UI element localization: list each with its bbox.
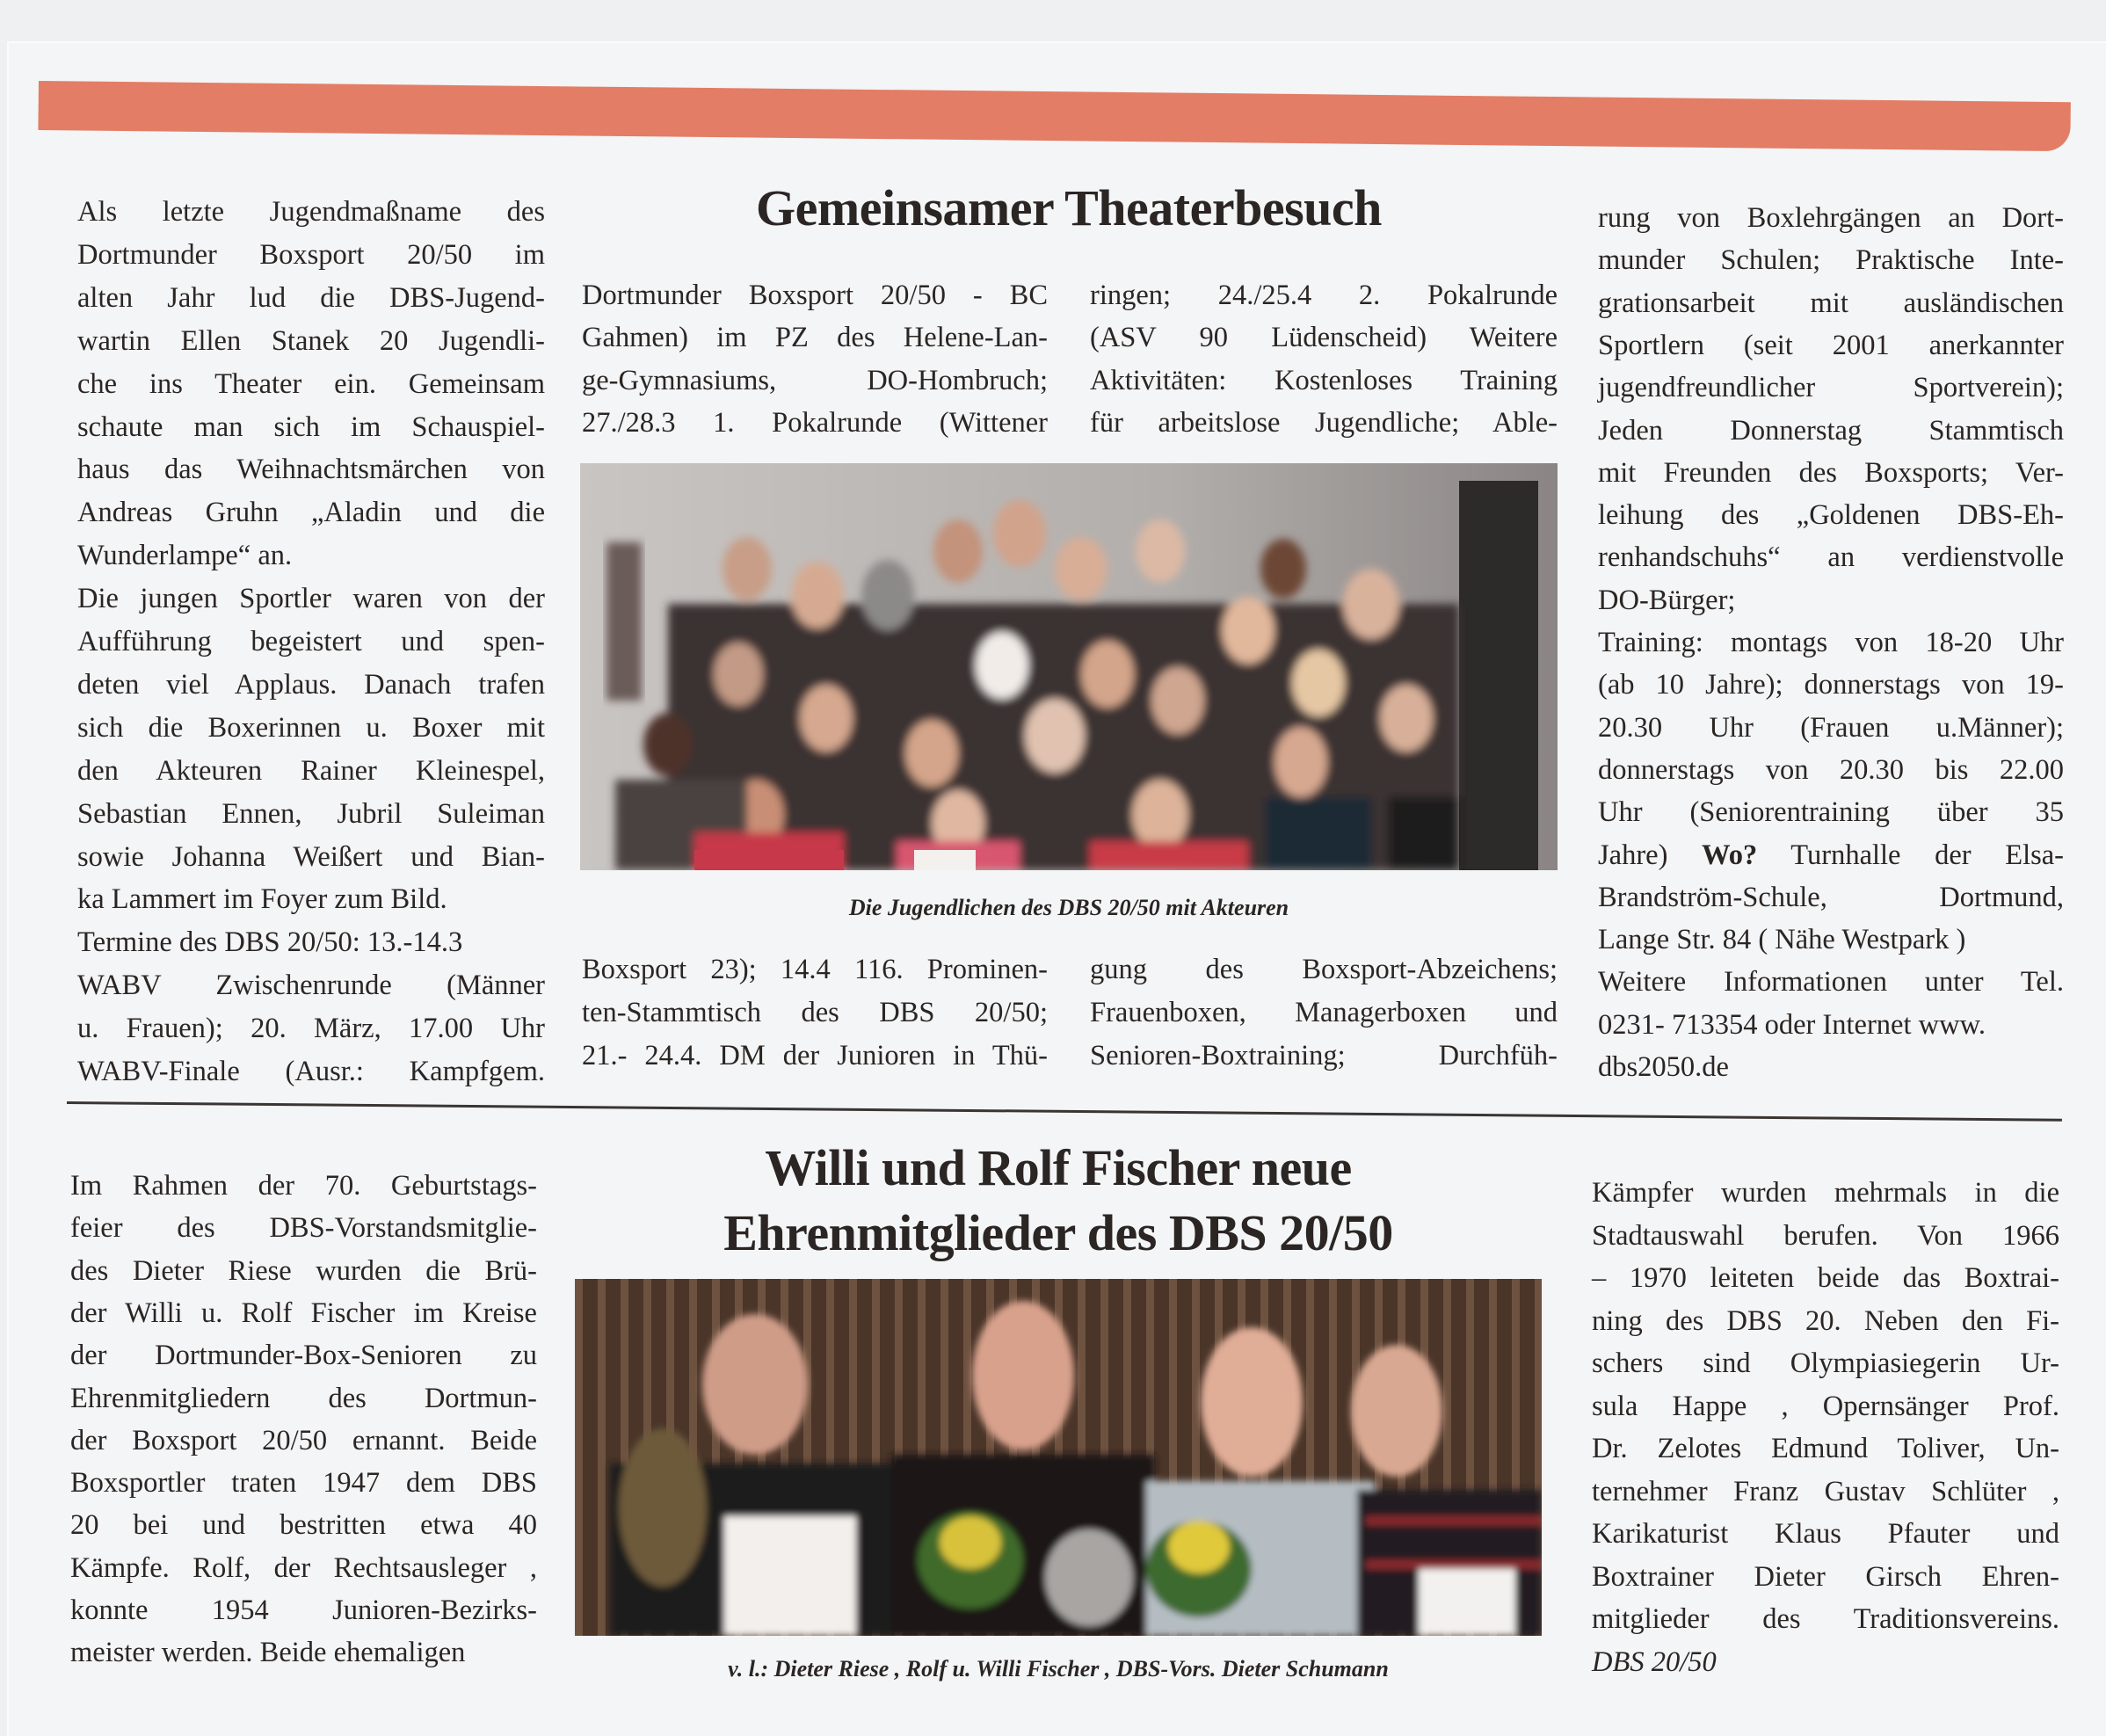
text-line: haus das Weihnachtsmärchen von [77, 454, 545, 486]
text-line: 27./28.3 1. Pokalrunde (Wittener [582, 406, 1048, 439]
text-line: ten-Stammtisch des DBS 20/50; [582, 997, 1048, 1028]
text-line: mitglieder des Traditionsvereins. [1592, 1603, 2059, 1635]
text-line: Frauenboxen, Managerboxen und [1090, 997, 1558, 1028]
text-line: Termine des DBS 20/50: 13.-14.3 [77, 926, 463, 959]
text-line: Brandström-Schule, Dortmund, [1598, 881, 2064, 913]
text-line: 0231- 713354 oder Internet www. [1598, 1008, 1986, 1041]
article-signature: DBS 20/50 [1592, 1645, 1717, 1678]
group-photo [580, 463, 1558, 870]
text-line: WABV Zwischenrunde (Männer [77, 970, 545, 1002]
text-line: des Dieter Riese wurden die Brü- [70, 1254, 537, 1287]
text-line: Dortmunder Boxsport 20/50 - BC [582, 280, 1048, 311]
text-line: schaute man sich im Schauspiel- [77, 410, 545, 443]
text-line: che ins Theater ein. Gemeinsam [77, 367, 545, 400]
text-line: Karikaturist Klaus Pfauter und [1592, 1518, 2059, 1550]
text-line: grationsarbeit mit ausländischen [1598, 287, 2064, 319]
text-line: konnte 1954 Junioren-Bezirks- [70, 1594, 537, 1626]
text-line: Stadtauswahl berufen. Von 1966 [1592, 1219, 2059, 1252]
text-line: Aufführung begeistert und spen- [77, 626, 545, 657]
text-line: ternehmer Franz Gustav Schlüter , [1592, 1475, 2059, 1507]
text-line: WABV-Finale (Ausr.: Kampfgem. [77, 1056, 545, 1087]
text-line: wartin Ellen Stanek 20 Jugendli- [77, 324, 545, 357]
text-line: ning des DBS 20. Neben den Fi- [1592, 1304, 2059, 1337]
text-line: Dr. Zelotes Edmund Toliver, Un- [1592, 1433, 2059, 1464]
text-line: 20.30 Uhr (Frauen u.Männer); [1598, 711, 2064, 744]
text-fragment: Turnhalle der Elsa- [1790, 839, 2064, 871]
text-line: schers sind Olympiasiegerin Ur- [1592, 1347, 2059, 1379]
text-line [1598, 834, 2064, 876]
text-line: 20 bei und bestritten etwa 40 [70, 1509, 537, 1542]
text-line: (ASV 90 Lüdenscheid) Weitere [1090, 322, 1558, 354]
text-line: Kämpfe. Rolf, der Rechtsausleger , [70, 1551, 537, 1584]
text-line: ge-Gymnasiums, DO-Hombruch; [582, 364, 1048, 396]
text-line: meister werden. Beide ehemaligen [70, 1637, 466, 1669]
text-line: rung von Boxlehrgängen an Dort- [1598, 202, 2064, 234]
text-line: Ehrenmitgliedern des Dortmun- [70, 1382, 537, 1414]
text-line: Boxsport 23); 14.4 116. Prominen- [582, 954, 1048, 985]
text-line: Sebastian Ennen, Jubril Suleiman [77, 797, 545, 830]
text-line: Uhr (Seniorentraining über 35 [1598, 796, 2064, 829]
text-line: ringen; 24./25.4 2. Pokalrunde [1090, 280, 1558, 311]
text-line: Senioren-Boxtraining; Durchfüh- [1090, 1040, 1558, 1071]
text-line: Dortmunder Boxsport 20/50 im [77, 238, 545, 271]
text-line: Boxsportler traten 1947 dem DBS [70, 1467, 537, 1500]
honorary-members-photo-caption: v. l.: Dieter Riese , Rolf u. Willi Fischer , DBS-Vors. Dieter Schumann [728, 1656, 1389, 1682]
text-line: leihung des „Goldenen DBS-Eh- [1598, 499, 2064, 532]
text-line: Gahmen) im PZ des Helene-Lan- [582, 322, 1048, 354]
text-line: munder Schulen; Praktische Inte- [1598, 244, 2064, 277]
text-line: donnerstags von 20.30 bis 22.00 [1598, 753, 2064, 786]
group-photo-image [580, 463, 1558, 870]
text-line: Boxtrainer Dieter Girsch Ehren- [1592, 1560, 2059, 1593]
text-line: Weitere Informationen unter Tel. [1598, 966, 2064, 999]
where-label: Wo? [1702, 839, 1758, 871]
text-fragment: Jahre) [1598, 839, 1703, 871]
text-line: jugendfreundlicher Sportverein); [1598, 372, 2064, 404]
text-line: Jeden Donnerstag Stammtisch [1598, 414, 2064, 447]
text-line: alten Jahr lud die DBS-Jugend- [77, 281, 545, 314]
text-line: gung des Boxsport-Abzeichens; [1090, 954, 1558, 985]
text-line: der Dortmunder-Box-Senioren zu [70, 1340, 537, 1372]
text-line: ka Lammert im Foyer zum Bild. [77, 883, 447, 916]
text-line: Als letzte Jugendmaßname des [77, 196, 545, 228]
text-line: dbs2050.de [1598, 1051, 1729, 1083]
article1-headline: Gemeinsamer Theaterbesuch [756, 179, 1382, 236]
group-photo-caption: Die Jugendlichen des DBS 20/50 mit Akteuren [848, 895, 1289, 920]
text-line: Wunderlampe“ an. [77, 540, 293, 572]
text-line: deten viel Applaus. Danach trafen [77, 668, 545, 701]
text-line: der Willi u. Rolf Fischer im Kreise [70, 1297, 537, 1329]
text-line: mit Freunden des Boxsports; Ver- [1598, 456, 2064, 489]
text-line: sula Happe , Opernsänger Prof. [1592, 1390, 2059, 1422]
text-line: Aktivitäten: Kostenloses Training [1090, 364, 1558, 396]
text-line: – 1970 leiteten beide das Boxtrai- [1592, 1262, 2059, 1294]
honorary-members-photo-image [575, 1279, 1542, 1636]
text-line: Training: montags von 18-20 Uhr [1598, 627, 2064, 658]
honorary-members-photo [575, 1279, 1542, 1636]
text-line: DO-Bürger; [1598, 584, 1736, 616]
text-line: Lange Str. 84 ( Nähe Westpark ) [1598, 924, 1966, 956]
text-line: renhandschuhs“ an verdienstvolle [1598, 541, 2064, 574]
text-line: sowie Johanna Weißert und Bian- [77, 840, 545, 873]
text-line: Im Rahmen der 70. Geburtstags- [70, 1170, 537, 1202]
text-line: feier des DBS-Vorstandsmitglie- [70, 1212, 537, 1245]
text-line: Kämpfer wurden mehrmals in die [1592, 1177, 2059, 1209]
article2-headline-line2: Ehrenmitglieder des DBS 20/50 [723, 1204, 1393, 1261]
article2-headline-line1: Willi und Rolf Fischer neue [765, 1139, 1352, 1196]
text-line: der Boxsport 20/50 ernannt. Beide [70, 1424, 537, 1456]
text-line: für arbeitslose Jugendliche; Able- [1090, 406, 1558, 439]
text-line: Andreas Gruhn „Aladin und die [77, 497, 545, 529]
text-line: (ab 10 Jahre); donnerstags von 19- [1598, 669, 2064, 701]
text-line: sich die Boxerinnen u. Boxer mit [77, 711, 545, 744]
text-line: den Akteuren Rainer Kleinespel, [77, 754, 545, 787]
text-line: Die jungen Sportler waren von der [77, 583, 545, 615]
text-line: 21.- 24.4. DM der Junioren in Thü- [582, 1040, 1048, 1071]
text-line: u. Frauen); 20. März, 17.00 Uhr [77, 1013, 545, 1045]
text-line: Sportlern (seit 2001 anerkannter [1598, 329, 2064, 361]
